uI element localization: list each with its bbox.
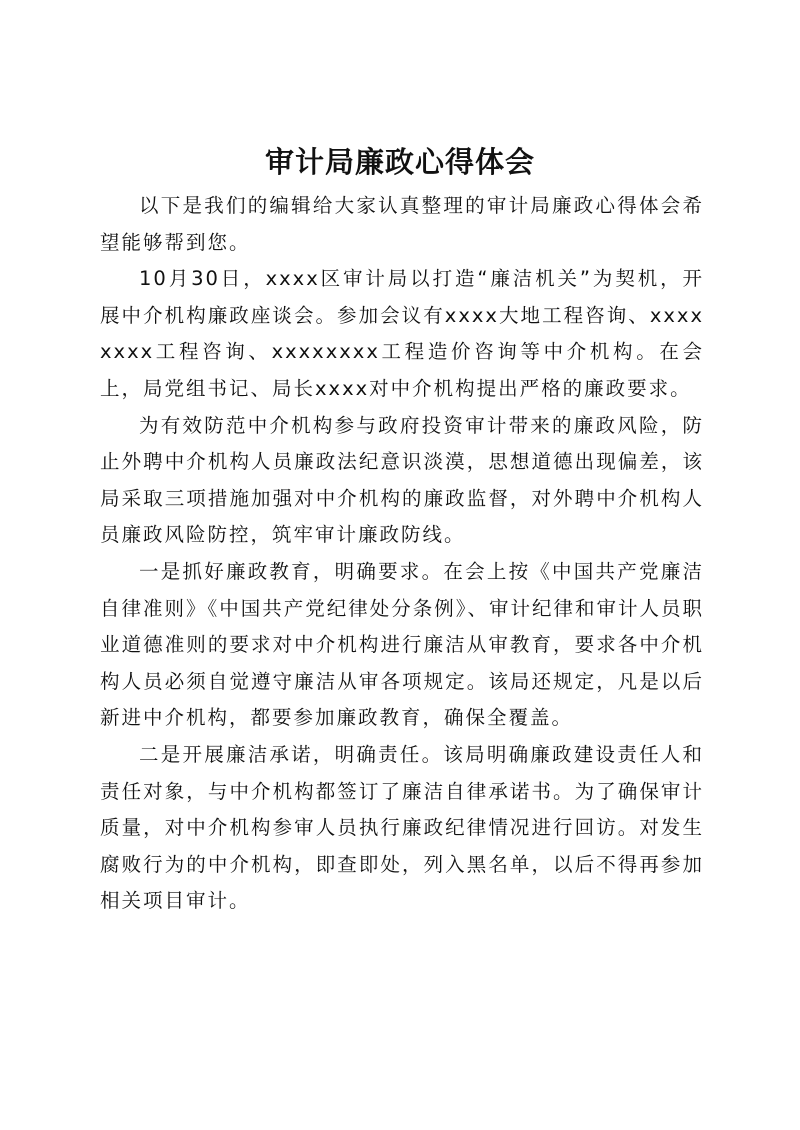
paragraph-measures: 为有效防范中介机构参与政府投资审计带来的廉政风险，防止外聘中介机构人员廉政法纪意识淡漠，思想道德出现偏差，该局采取三项措施加强对中介机构的廉政监督，对外聘中介机构人员廉政风险防控，筑牢审计廉政防线。 (100, 413, 704, 547)
paragraph-meeting: 10月30日，xxxx区审计局以打造“廉洁机关”为契机，开展中介机构廉政座谈会。参加会议有xxxx大地工程咨询、xxxxxxxx工程咨询、xxxxxxxx工程造价咨询等中介机构。在会上，局党组书记、局长xxxx对中介机构提出严格的廉政要求。 (100, 267, 704, 400)
paragraph-education: 一是抓好廉政教育，明确要求。在会上按《中国共产党廉洁自律准则》《中国共产党纪律处分条例》、审计纪律和审计人员职业道德准则的要求对中介机构进行廉洁从审教育，要求各中介机构人员必须自觉遵守廉洁从审各项规定。该局还规定，凡是以后新进中介机构，都要参加廉政教育，确保全覆盖。 (100, 559, 705, 730)
document-body (100, 188, 704, 920)
paragraph-commitment: 二是开展廉洁承诺，明确责任。该局明确廉政建设责任人和责任对象，与中介机构都签订了廉洁自律承诺书。为了确保审计质量，对中介机构参审人员执行廉政纪律情况进行回访。对发生腐败行为的中介机构，即查即处，列入黑名单，以后不得再参加相关项目审计。 (100, 742, 704, 913)
paragraph-intro: 以下是我们的编辑给大家认真整理的审计局廉政心得体会希望能够帮到您。 (100, 194, 704, 254)
document-title: 审计局廉政心得体会 (264, 145, 535, 179)
